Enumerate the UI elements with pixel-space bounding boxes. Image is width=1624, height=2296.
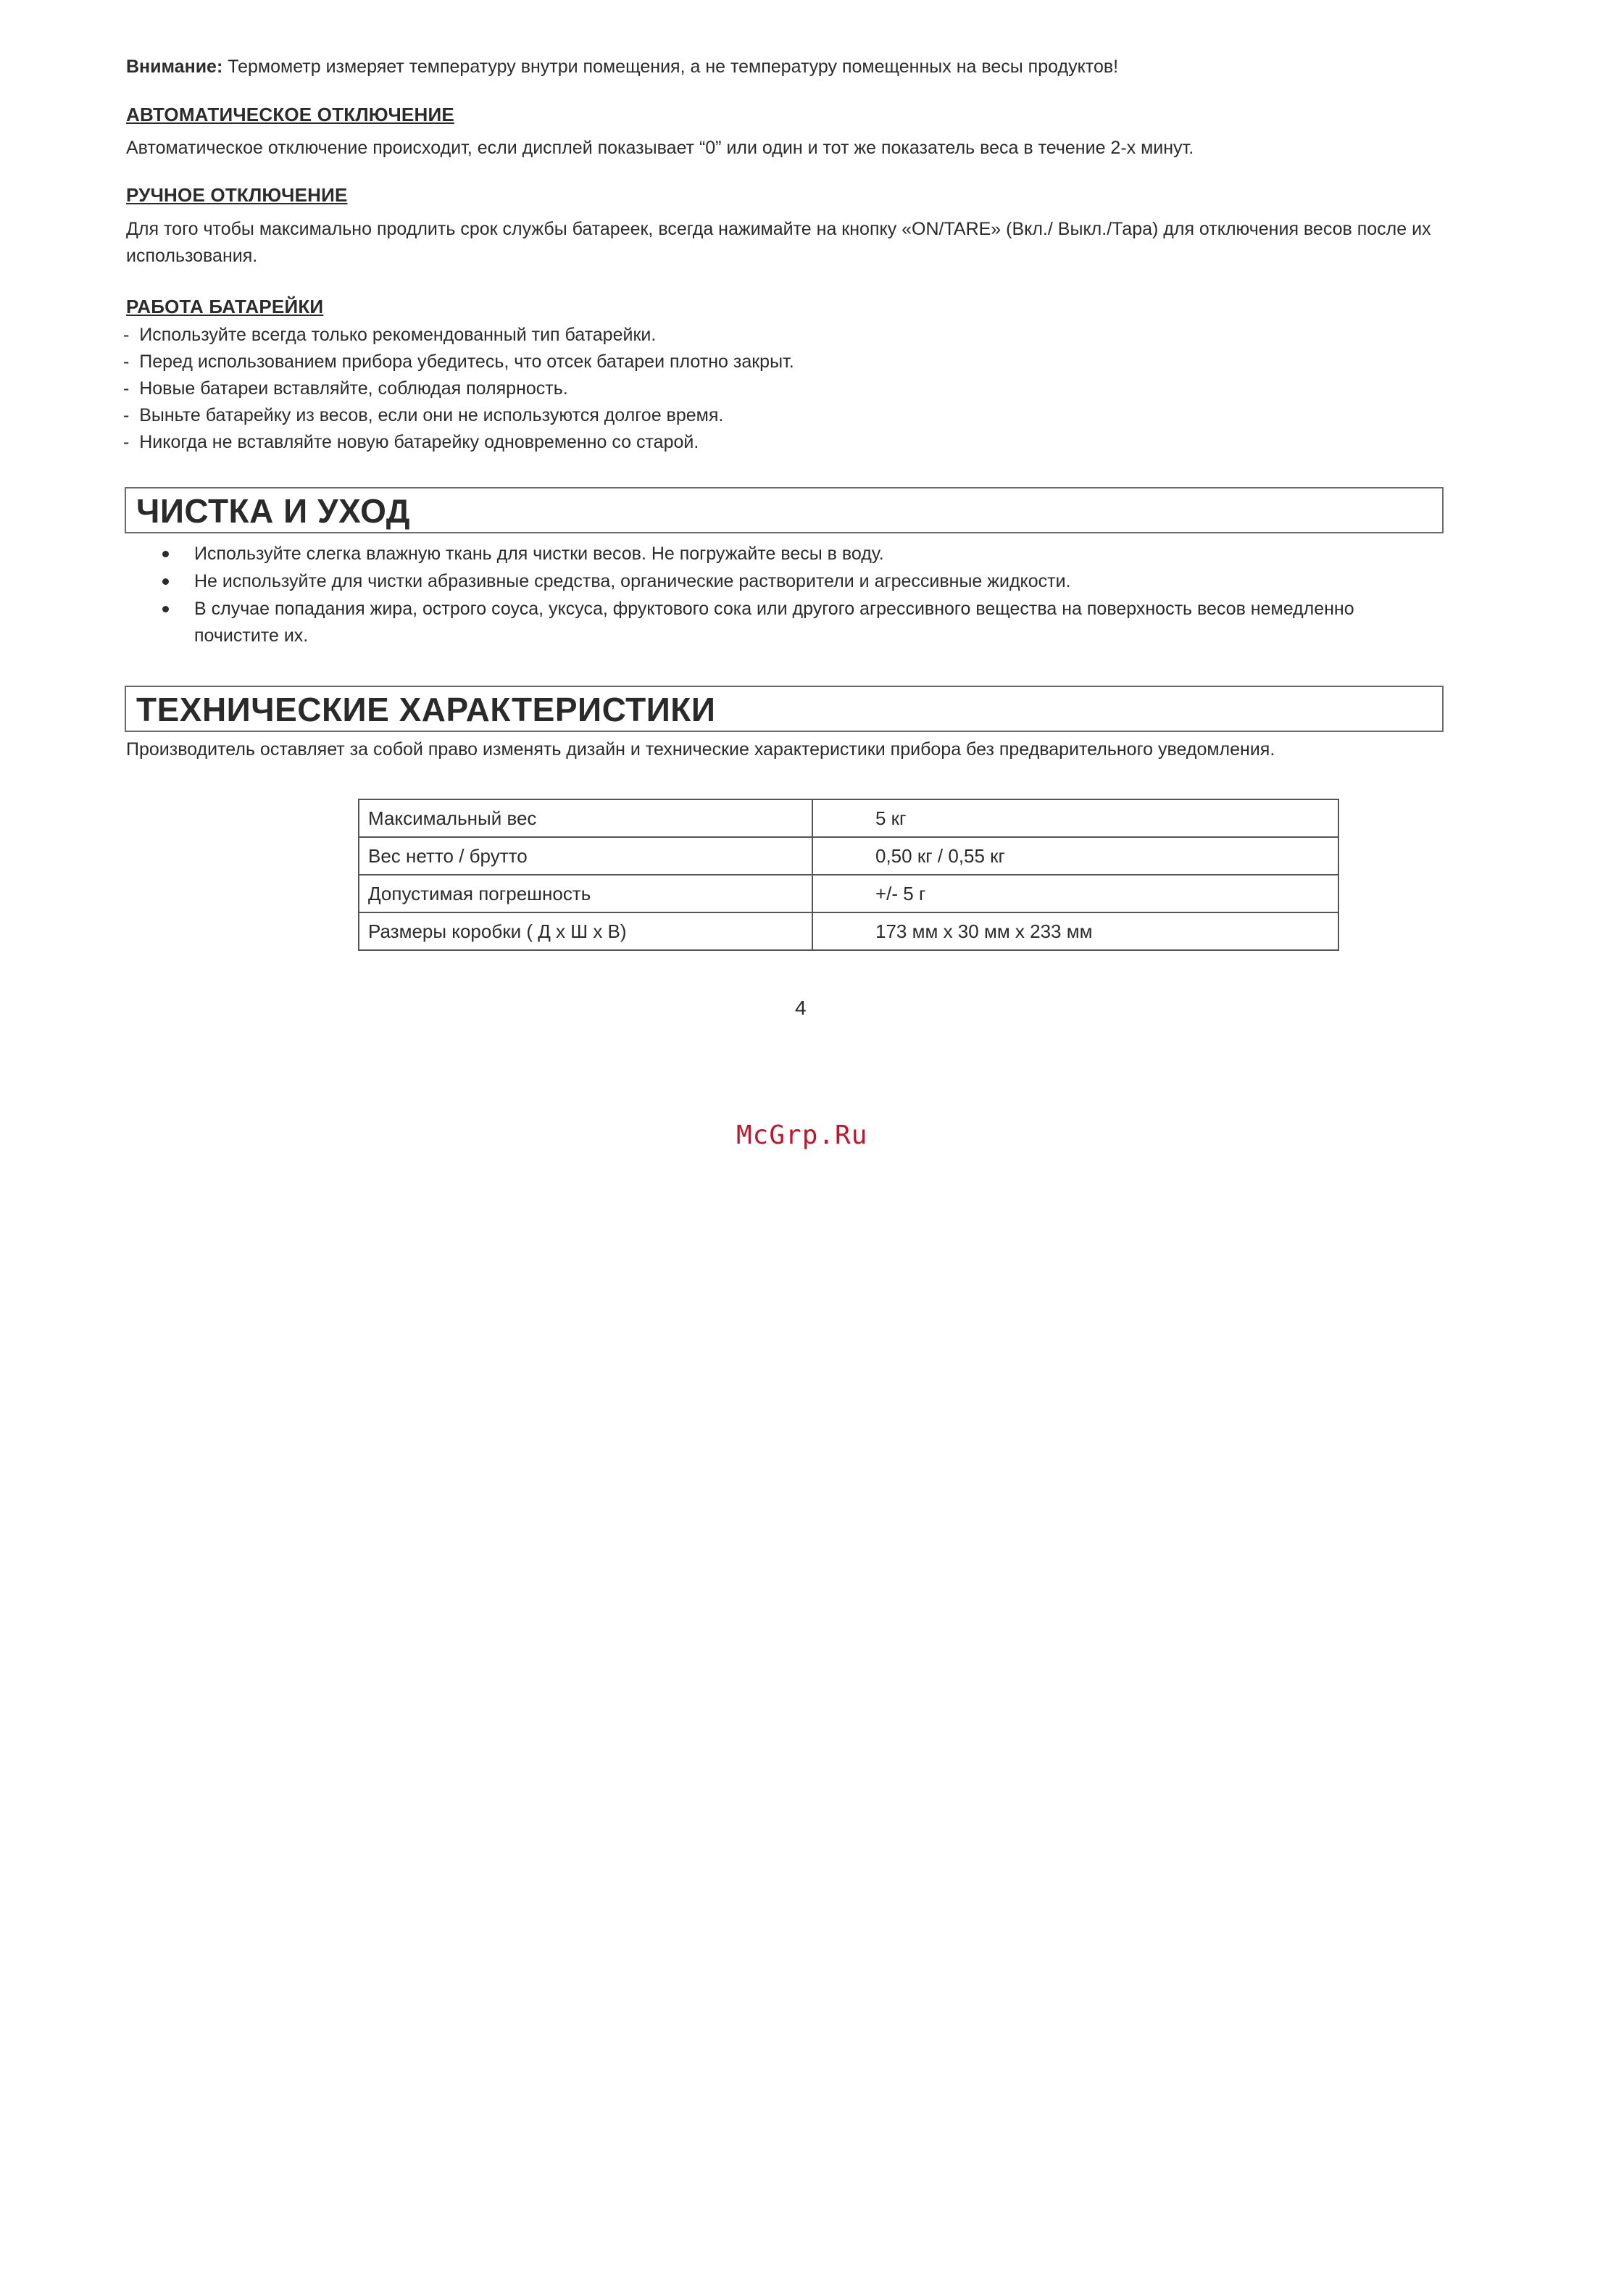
table-row [359, 912, 1338, 950]
watermark-link[interactable]: McGrp.Ru [736, 1120, 868, 1150]
list-item: В случае попадания жира, острого соуса, уксуса, фруктового сока или другого агрессивного вещества на поверхность весов немедленно почистите их. [194, 596, 1426, 649]
cleaning-list [194, 541, 1426, 650]
spec-label: Максимальный вес [359, 799, 812, 837]
cleaning-title: ЧИСТКА И УХОД [136, 492, 411, 530]
spec-label: Вес нетто / брутто [359, 837, 812, 875]
list-item: - Используйте всегда только рекомендованный тип батарейки. [123, 322, 794, 349]
spec-value: +/- 5 г [812, 875, 1338, 912]
specs-section-header [125, 686, 1444, 732]
page-number: 4 [795, 997, 807, 1019]
spec-value: 173 мм х 30 мм х 233 мм [812, 912, 1338, 950]
table-row [359, 875, 1338, 912]
specs-title: ТЕХНИЧЕСКИЕ ХАРАКТЕРИСТИКИ [136, 691, 716, 728]
table-row [359, 799, 1338, 837]
list-item: - Никогда не вставляйте новую батарейку одновременно со старой. [123, 429, 794, 456]
manual-off-heading: РУЧНОЕ ОТКЛЮЧЕНИЕ [126, 184, 348, 206]
cleaning-section-header [125, 487, 1444, 533]
battery-heading: РАБОТА БАТАРЕЙКИ [126, 296, 324, 317]
attention-label: Внимание: [126, 57, 223, 77]
auto-off-heading: АВТОМАТИЧЕСКОЕ ОТКЛЮЧЕНИЕ [126, 104, 454, 125]
spec-value: 5 кг [812, 799, 1338, 837]
list-item: - Перед использованием прибора убедитесь, что отсек батареи плотно закрыт. [123, 349, 794, 375]
list-item: Не используйте для чистки абразивные средства, органические растворители и агрессивные жидкости. [194, 568, 1426, 595]
auto-off-text: Автоматическое отключение происходит, если дисплей показывает “0” или один и тот же показатель веса в течение 2-х минут. [126, 138, 1194, 158]
table-row [359, 837, 1338, 875]
list-item: - Новые батареи вставляйте, соблюдая полярность. [123, 375, 794, 402]
spec-value: 0,50 кг / 0,55 кг [812, 837, 1338, 875]
spec-label: Размеры коробки ( Д х Ш х В) [359, 912, 812, 950]
battery-list [123, 322, 794, 456]
attention-text: Термометр измеряет температуру внутри помещения, а не температуру помещенных на весы продуктов! [222, 57, 1119, 77]
specs-table [358, 799, 1339, 951]
attention-note [126, 54, 1118, 80]
specs-note: Производитель оставляет за собой право изменять дизайн и технические характеристики прибора без предварительного уведомления. [126, 739, 1275, 760]
spec-label: Допустимая погрешность [359, 875, 812, 912]
list-item: - Выньте батарейку из весов, если они не используются долгое время. [123, 402, 794, 429]
manual-off-text: Для того чтобы максимально продлить срок службы батареек, всегда нажимайте на кнопку «ON/TARE» (Вкл./ Выкл./Тара) для отключения весов после их использования. [126, 219, 1431, 266]
list-item: Используйте слегка влажную ткань для чистки весов. Не погружайте весы в воду. [194, 541, 1426, 567]
